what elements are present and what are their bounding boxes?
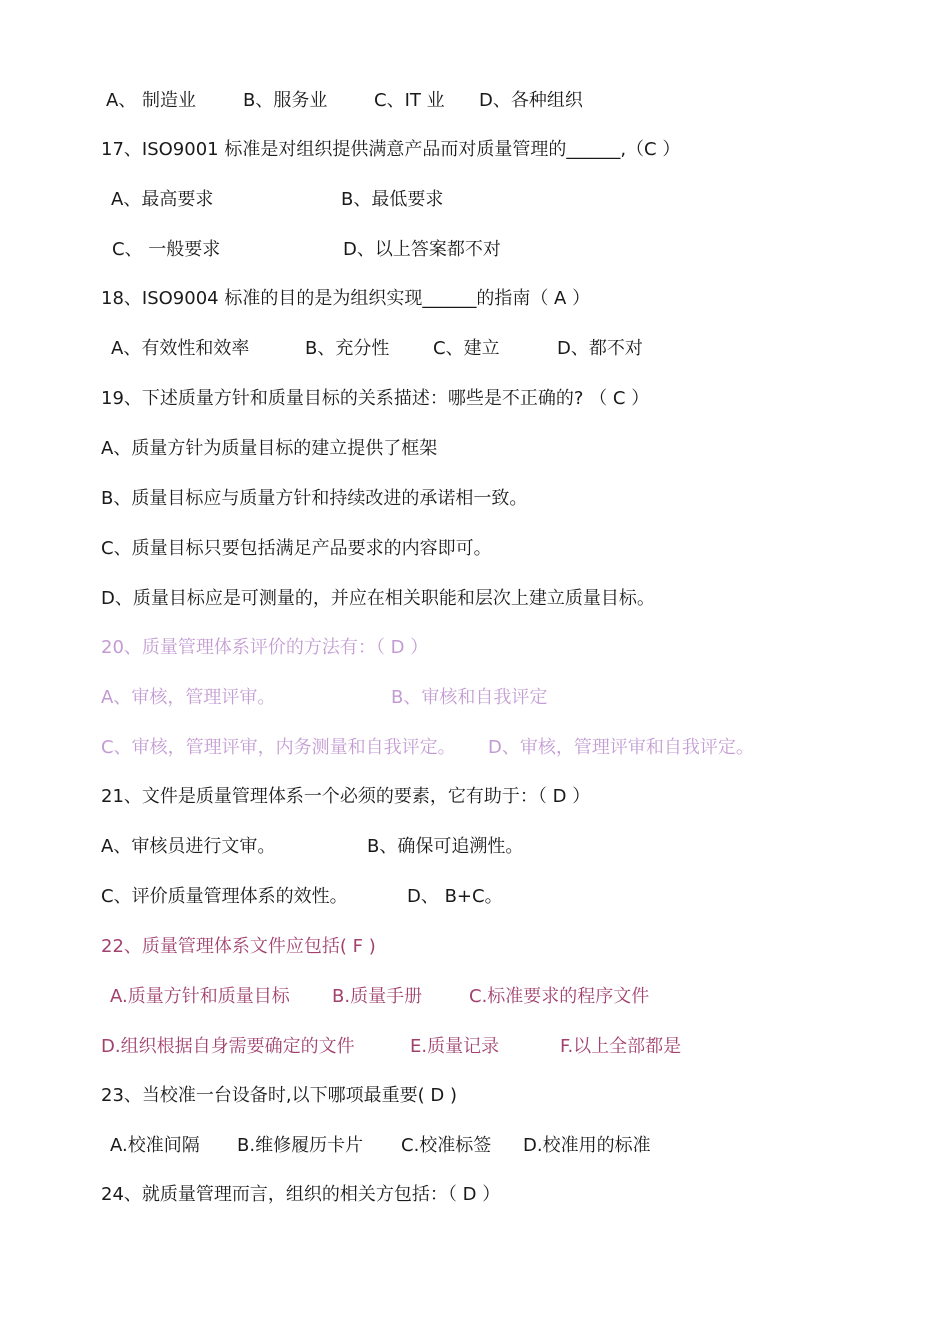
q19-question-text: 19、下述质量方针和质量目标的关系描述：哪些是不正确的? （ C ） [101, 388, 650, 409]
q19-option-d: D、质量目标应是可测量的，并应在相关职能和层次上建立质量目标。 [101, 588, 655, 609]
q18-option-a: A、有效性和效率 [111, 338, 250, 359]
q22-option-d: D.组织根据自身需要确定的文件 [101, 1036, 355, 1057]
q16-option-b: B、服务业 [243, 90, 328, 111]
q23-option-b: B.维修履历卡片 [237, 1135, 364, 1156]
q23-option-a: A.校准间隔 [110, 1135, 200, 1156]
q17-question-text: 17、ISO9001 标准是对组织提供满意产品而对质量管理的______,（C ） [101, 139, 681, 160]
q20-question-text: 20、质量管理体系评价的方法有：（ D ） [101, 637, 429, 658]
q16-option-a: A、 制造业 [106, 90, 197, 111]
q16-option-d: D、各种组织 [479, 90, 583, 111]
q20-option-d: D、审核，管理评审和自我评定。 [488, 737, 754, 758]
q18-option-b: B、充分性 [305, 338, 390, 359]
q17-option-b: B、最低要求 [341, 189, 444, 210]
q23-option-c: C.校准标签 [401, 1135, 492, 1156]
q22-question-text: 22、质量管理体系文件应包括( F ) [101, 936, 376, 957]
q16-option-c: C、IT 业 [374, 90, 445, 111]
q23-option-d: D.校准用的标准 [523, 1135, 651, 1156]
q18-question-text: 18、ISO9004 标准的目的是为组织实现______的指南（ A ） [101, 288, 591, 309]
q22-option-f: F.以上全部都是 [560, 1036, 682, 1057]
q22-option-a: A.质量方针和质量目标 [110, 986, 290, 1007]
q21-question-text: 21、文件是质量管理体系一个必须的要素，它有助于：（ D ） [101, 786, 591, 807]
q17-option-d: D、以上答案都不对 [343, 239, 501, 260]
q17-option-a: A、最高要求 [111, 189, 214, 210]
q18-option-c: C、建立 [433, 338, 500, 359]
q18-option-d: D、都不对 [557, 338, 643, 359]
q22-option-c: C.标准要求的程序文件 [469, 986, 650, 1007]
q21-option-a: A、审核员进行文审。 [101, 836, 276, 857]
q19-option-a: A、质量方针为质量目标的建立提供了框架 [101, 438, 438, 459]
q20-option-a: A、审核，管理评审。 [101, 687, 276, 708]
q19-option-c: C、质量目标只要包括满足产品要求的内容即可。 [101, 538, 492, 559]
q22-option-b: B.质量手册 [332, 986, 423, 1007]
q20-option-b: B、审核和自我评定 [391, 687, 548, 708]
q21-option-b: B、确保可追溯性。 [367, 836, 524, 857]
q19-option-b: B、质量目标应与质量方针和持续改进的承诺相一致。 [101, 488, 528, 509]
q17-option-c: C、 一般要求 [112, 239, 221, 260]
q21-option-c: C、评价质量管理体系的效性。 [101, 886, 348, 907]
q20-option-c: C、审核，管理评审，内务测量和自我评定。 [101, 737, 456, 758]
q21-option-d: D、 B+C。 [407, 886, 503, 907]
q23-question-text: 23、当校准一台设备时,以下哪项最重要( D ) [101, 1085, 457, 1106]
q24-question-text: 24、就质量管理而言，组织的相关方包括：（ D ） [101, 1184, 501, 1205]
q22-option-e: E.质量记录 [410, 1036, 500, 1057]
